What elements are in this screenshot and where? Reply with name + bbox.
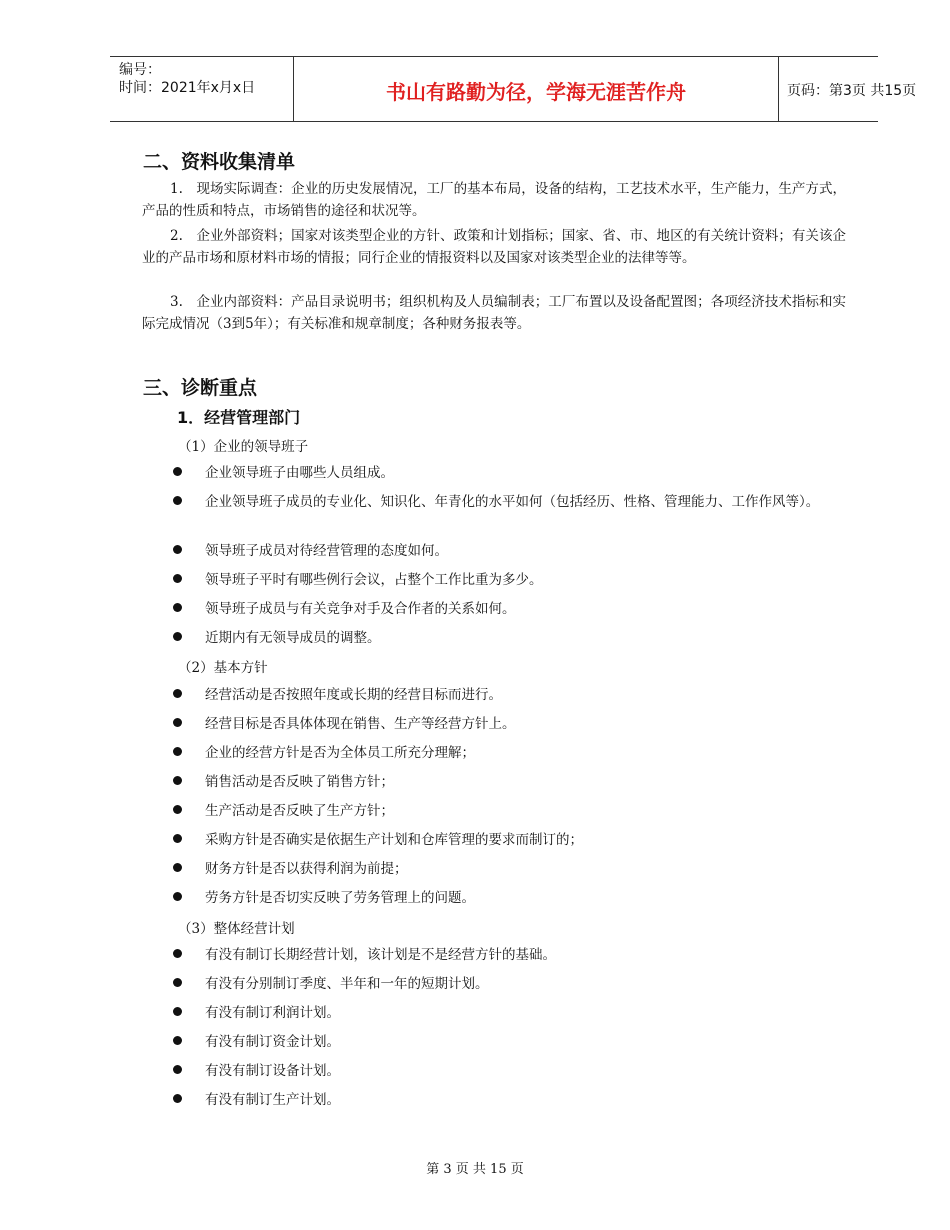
bullet-icon	[173, 632, 182, 641]
header-motto-cell	[294, 57, 779, 121]
list-item: 领导班子平时有哪些例行会议，占整个工作比重为多少。	[142, 569, 846, 591]
bullet-icon	[173, 978, 182, 987]
bullet-icon	[173, 603, 182, 612]
bullet-icon	[173, 1094, 182, 1103]
group-title: （1）企业的领导班子	[178, 439, 309, 455]
bullet-icon	[173, 892, 182, 901]
paragraph: 3. 企业内部资料：产品目录说明书；组织机构及人员编制表；工厂布置以及设备配置图；各项经济技术指标和实际完成情况（3到5年）；有关标准和规章制度；各种财务报表等。	[142, 294, 846, 332]
section-title-diagnosis-focus: 三、诊断重点	[143, 377, 258, 399]
motto: 书山有路勤为径，学海无涯苦作舟	[386, 80, 686, 104]
paragraph: 1. 现场实际调查：企业的历史发展情况，工厂的基本布局，设备的结构，工艺技术水平，生产能力，生产方式，产品的性质和特点，市场销售的途径和状况等。	[142, 181, 846, 219]
bullet-icon	[173, 1036, 182, 1045]
list-item: 有没有制订资金计划。	[142, 1031, 846, 1053]
section-title-material-list: 二、资料收集清单	[143, 151, 296, 173]
list-item: 领导班子成员与有关竞争对手及合作者的关系如何。	[142, 598, 846, 620]
bullet-icon	[173, 1065, 182, 1074]
bullet-icon	[173, 718, 182, 727]
bullet-icon	[173, 776, 182, 785]
list-item: 生产活动是否反映了生产方针；	[142, 800, 846, 822]
bullet-icon	[173, 467, 182, 476]
header-page-cell	[779, 57, 917, 121]
bullet-icon	[173, 863, 182, 872]
bullet-icon	[173, 496, 182, 505]
list-item: 企业领导班子由哪些人员组成。	[142, 462, 846, 484]
list-item: 劳务方针是否切实反映了劳务管理上的问题。	[142, 887, 846, 909]
bullet-icon	[173, 1007, 182, 1016]
bullet-icon	[173, 689, 182, 698]
list-item: 有没有分别制订季度、半年和一年的短期计划。	[142, 973, 846, 995]
group-title: （2）基本方针	[178, 660, 268, 676]
list-item: 有没有制订设备计划。	[142, 1060, 846, 1082]
bullet-icon	[173, 805, 182, 814]
list-item: 采购方针是否确实是依据生产计划和仓库管理的要求而制订的；	[142, 829, 846, 851]
list-item: 财务方针是否以获得利润为前提；	[142, 858, 846, 880]
page-footer: 第 3 页 共 15 页	[426, 1162, 524, 1177]
list-item: 企业的经营方针是否为全体员工所充分理解；	[142, 742, 846, 764]
list-item: 有没有制订长期经营计划，该计划是不是经营方针的基础。	[142, 944, 846, 966]
list-item: 销售活动是否反映了销售方针；	[142, 771, 846, 793]
bullet-icon	[173, 747, 182, 756]
list-item: 领导班子成员对待经营管理的态度如何。	[142, 540, 846, 562]
serial-label: 编号：	[119, 62, 161, 78]
subsection-title: 1．经营管理部门	[177, 408, 301, 427]
date-label: 时间：2021年x月x日	[119, 80, 256, 96]
list-item: 有没有制订利润计划。	[142, 1002, 846, 1024]
bullet-icon	[173, 574, 182, 583]
list-item: 有没有制订生产计划。	[142, 1089, 846, 1111]
bullet-icon	[173, 545, 182, 554]
group-title: （3）整体经营计划	[178, 921, 295, 937]
document-header	[110, 56, 917, 122]
header-meta-cell	[110, 57, 294, 121]
list-item: 近期内有无领导成员的调整。	[142, 627, 846, 649]
list-item: 经营目标是否具体体现在销售、生产等经营方针上。	[142, 713, 846, 735]
paragraph: 2. 企业外部资料；国家对该类型企业的方针、政策和计划指标；国家、省、市、地区的有关统计资料；有关该企业的产品市场和原材料市场的情报；同行企业的情报资料以及国家对该类型企业的法律等等。	[142, 228, 846, 266]
list-item: 经营活动是否按照年度或长期的经营目标而进行。	[142, 684, 846, 706]
page-number-label: 页码：第3页 共15页	[787, 83, 917, 99]
list-item: 企业领导班子成员的专业化、知识化、年青化的水平如何（包括经历、性格、管理能力、工作作风等）。	[142, 491, 846, 513]
bullet-icon	[173, 949, 182, 958]
bullet-icon	[173, 834, 182, 843]
